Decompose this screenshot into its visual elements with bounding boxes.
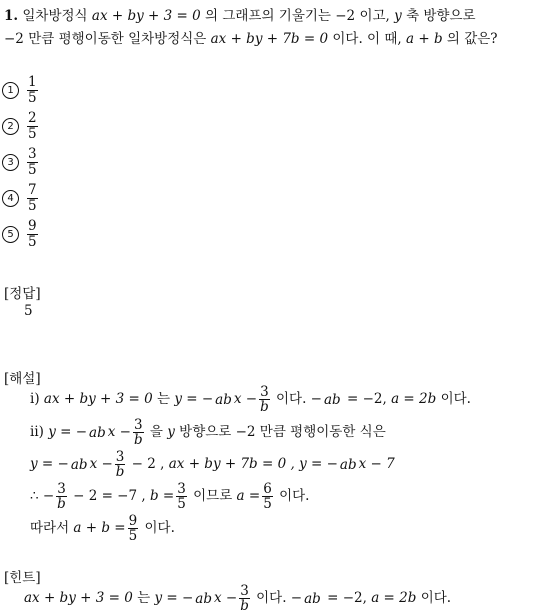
hint-line (24, 584, 451, 613)
fraction: ab (89, 424, 106, 441)
text: 이다. (420, 590, 452, 607)
explanation-line-4 (30, 482, 309, 511)
equation: ax + by + 3 = 0 (91, 8, 201, 24)
equation: y = − (48, 424, 88, 441)
equation: b = (149, 488, 175, 505)
question-text: 이다. 이 때, (332, 31, 402, 47)
equation: x − (233, 391, 258, 408)
text: − (310, 391, 322, 408)
equation: x − (89, 456, 113, 473)
choice-5[interactable] (2, 216, 40, 252)
equation: y = − (174, 391, 214, 408)
equation: a = 2b (371, 590, 417, 607)
equation: a + b = (73, 520, 126, 537)
equation: y = − (299, 456, 338, 473)
text: 이다. (144, 520, 175, 537)
step-label: ⅱ) (30, 424, 44, 441)
fraction: $\frac{3}{b}$ (57, 481, 66, 513)
text: − 2 , (131, 456, 165, 473)
fraction: ab (323, 391, 341, 408)
text: ∴ − (30, 488, 55, 505)
fraction: ab (215, 391, 232, 408)
hint-heading: [힌트] (4, 570, 41, 586)
fraction: $\frac{7}{5}$ (28, 182, 37, 214)
fraction: $\frac{3}{b}$ (115, 449, 125, 481)
choice-marker: 3 (2, 154, 19, 171)
text: 을 (149, 424, 163, 441)
text: 이므로 (193, 488, 233, 505)
text: 이다. (279, 488, 310, 505)
text: 는 (137, 590, 151, 607)
variable: y (167, 424, 175, 441)
answer-value: 5 (24, 303, 33, 319)
fraction: $\frac{3}{5}$ (28, 146, 37, 178)
choice-marker: 1 (2, 82, 19, 99)
fraction: $\frac{3}{b}$ (240, 583, 249, 614)
explanation-step-1 (30, 385, 471, 414)
fraction: $\frac{3}{b}$ (133, 417, 143, 449)
fraction: ab (339, 456, 357, 473)
choice-marker: 2 (2, 118, 19, 135)
question-line-2 (4, 27, 498, 47)
choice-marker: 5 (2, 226, 19, 243)
choice-1[interactable] (2, 72, 40, 108)
equation: x − (214, 590, 238, 607)
equation: x − (107, 424, 131, 441)
equation: y = − (30, 456, 69, 473)
text: 이다. (440, 391, 471, 408)
fraction: ab (195, 590, 212, 607)
equation: ax + by + 3 = 0 (43, 391, 153, 408)
text: = −2, (347, 391, 387, 408)
choice-4[interactable] (2, 180, 40, 216)
question-text: 일차방정식 (22, 8, 88, 24)
fraction: $\frac{2}{5}$ (28, 110, 37, 142)
question-text: 의 값은? (446, 31, 498, 47)
equation: y = − (154, 590, 194, 607)
text: = −2, (327, 590, 367, 607)
text: 방향으로 −2 만큼 평행이동한 식은 (179, 424, 386, 441)
expression: a + b (406, 31, 443, 47)
question-text: 축 방향으로 (406, 8, 476, 24)
equation: ax + by + 7b = 0 (210, 31, 329, 47)
equation: a = (236, 488, 261, 505)
equation: x − 7 (358, 456, 395, 473)
fraction: $\frac{6}{5}$ (263, 481, 272, 513)
choice-2[interactable] (2, 108, 40, 144)
question-text: 만큼 평행이동한 일차방정식은 (28, 31, 207, 47)
equation: ax + by + 7b = 0 , (168, 456, 295, 473)
text: 는 (156, 391, 171, 408)
step-label: ⅰ) (30, 391, 40, 408)
choice-marker: 4 (2, 190, 19, 207)
choice-list (2, 72, 40, 252)
text: 이다. (256, 590, 287, 607)
slope-value: −2 (335, 8, 356, 24)
explanation-line-5 (30, 514, 175, 543)
question-text: 이고, (359, 8, 390, 24)
explanation-line-3 (30, 450, 395, 479)
question-text: 의 그래프의 기울기는 (205, 8, 331, 24)
question-number: 1. (4, 8, 19, 24)
explanation-step-2 (30, 418, 386, 447)
fraction: $\frac{1}{5}$ (28, 74, 37, 106)
fraction: $\frac{9}{5}$ (28, 218, 37, 250)
fraction: $\frac{3}{b}$ (260, 384, 269, 416)
equation: ax + by + 3 = 0 (24, 590, 133, 607)
text: 이다. (276, 391, 307, 408)
text: 따라서 (30, 520, 70, 537)
explanation-heading: [해설] (4, 371, 41, 387)
answer-heading: [정답] (4, 286, 41, 302)
fraction: $\frac{3}{5}$ (177, 481, 186, 513)
shift-value: −2 (4, 31, 24, 47)
fraction: ab (304, 590, 321, 607)
text: − (290, 590, 303, 607)
fraction: ab (70, 456, 88, 473)
text: − 2 = −7 , (73, 488, 146, 505)
question-line-1 (4, 4, 476, 24)
fraction: $\frac{9}{5}$ (128, 513, 138, 545)
variable: y (394, 8, 402, 24)
choice-3[interactable] (2, 144, 40, 180)
equation: a = 2b (391, 391, 437, 408)
